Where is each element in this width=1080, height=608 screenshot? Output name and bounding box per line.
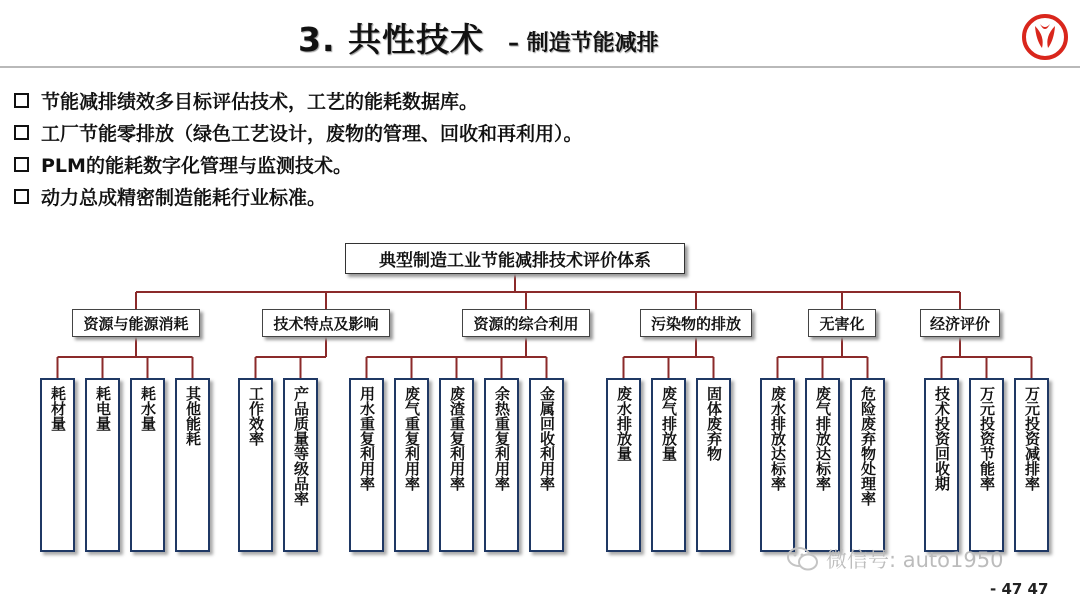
indicator-node	[175, 378, 210, 552]
indicator-node	[651, 378, 686, 552]
indicator-label: 废水排放达标率	[769, 386, 787, 491]
indicator-label: 产品质量等级品率	[292, 386, 310, 506]
page-subtitle: – 制造节能减排	[508, 31, 659, 56]
indicator-node	[439, 378, 474, 552]
indicator-node	[850, 378, 885, 552]
indicator-label: 废水排放量	[615, 386, 633, 461]
indicator-node	[606, 378, 641, 552]
indicator-label: 万元投资节能率	[978, 386, 996, 491]
indicator-label: 危险废弃物处理率	[859, 386, 877, 506]
indicator-label: 万元投资减排率	[1023, 386, 1041, 491]
category-node: 资源的综合利用	[462, 309, 590, 337]
indicator-label: 废气排放达标率	[814, 386, 832, 491]
wechat-icon	[786, 545, 820, 573]
indicator-node	[40, 378, 75, 552]
category-node: 无害化	[808, 309, 876, 337]
indicator-label: 废气排放量	[660, 386, 678, 461]
category-node: 经济评价	[920, 309, 1000, 337]
indicator-label: 耗电量	[94, 386, 112, 431]
indicator-label: 耗水量	[139, 386, 157, 431]
bullet-text: 节能减排绩效多目标评估技术，工艺的能耗数据库。	[41, 90, 479, 113]
page-title: 3. 共性技术	[298, 20, 484, 59]
indicator-node	[969, 378, 1004, 552]
category-node: 资源与能源消耗	[72, 309, 200, 337]
watermark-text: 微信号: auto1950	[826, 548, 1004, 572]
indicator-label: 废渣重复利用率	[448, 386, 466, 491]
indicator-label: 工作效率	[247, 386, 265, 446]
indicator-node	[1014, 378, 1049, 552]
indicator-label: 耗材量	[49, 386, 67, 431]
indicator-label: 技术投资回收期	[933, 386, 951, 491]
indicator-node	[760, 378, 795, 552]
indicator-node	[696, 378, 731, 552]
indicator-label: 废气重复利用率	[403, 386, 421, 491]
indicator-node	[805, 378, 840, 552]
indicator-node	[924, 378, 959, 552]
bullet-text: 动力总成精密制造能耗行业标准。	[41, 186, 327, 209]
indicator-node	[130, 378, 165, 552]
indicator-node	[394, 378, 429, 552]
indicator-label: 余热重复利用率	[493, 386, 511, 491]
indicator-label: 固体废弃物	[705, 386, 723, 461]
wechat-watermark	[786, 544, 1003, 574]
indicator-node	[85, 378, 120, 552]
indicator-label: 金属回收利用率	[538, 386, 556, 491]
indicator-node	[283, 378, 318, 552]
category-node: 技术特点及影响	[262, 309, 390, 337]
bullet-text: 工厂节能零排放（绿色工艺设计，废物的管理、回收和再利用）。	[41, 122, 583, 145]
diagram-root-node: 典型制造工业节能减排技术评价体系	[345, 243, 685, 274]
indicator-node	[349, 378, 384, 552]
bullet-text: PLM的能耗数字化管理与监测技术。	[41, 154, 352, 177]
indicator-label: 用水重复利用率	[358, 386, 376, 491]
indicator-node	[238, 378, 273, 552]
indicator-node	[529, 378, 564, 552]
indicator-node	[484, 378, 519, 552]
indicator-label: 其他能耗	[184, 386, 202, 446]
page-number: - 47 47	[990, 580, 1049, 598]
category-node: 污染物的排放	[640, 309, 752, 337]
